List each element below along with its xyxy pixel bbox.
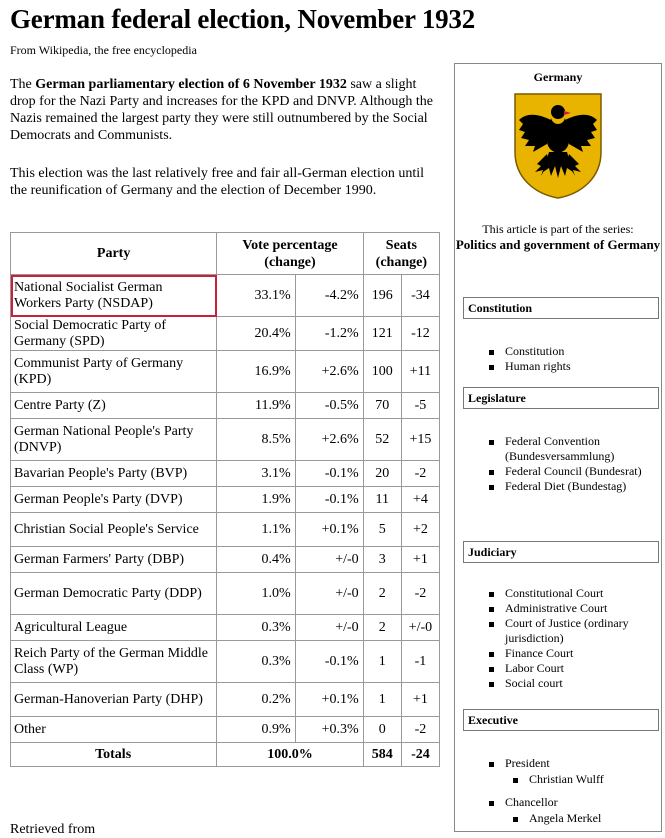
seats-cell: 20 — [363, 461, 401, 487]
vote-change-cell: +/-0 — [295, 573, 363, 615]
totals-row — [11, 743, 440, 767]
vote-change-cell: -0.1% — [295, 461, 363, 487]
section-link[interactable]: Constitution — [489, 344, 659, 359]
vote-pct-cell: 1.1% — [217, 513, 295, 547]
vote-pct-cell: 0.4% — [217, 547, 295, 573]
table-row — [11, 351, 440, 393]
vote-pct-cell: 16.9% — [217, 351, 295, 393]
party-cell[interactable]: Social Democratic Party of Germany (SPD) — [11, 317, 217, 351]
totals-label: Totals — [11, 743, 217, 767]
party-cell[interactable]: Agricultural League — [11, 615, 217, 641]
section-link[interactable]: Federal Convention (Bundesversammlung) — [489, 434, 659, 464]
results-body — [11, 275, 440, 767]
seats-change-cell: +/-0 — [401, 615, 439, 641]
table-row — [11, 513, 440, 547]
vote-pct-cell: 8.5% — [217, 419, 295, 461]
section-list — [489, 344, 659, 374]
table-row — [11, 573, 440, 615]
seats-cell: 1 — [363, 641, 401, 683]
section-link[interactable]: Human rights — [489, 359, 659, 374]
party-cell[interactable]: Bavarian People's Party (BVP) — [11, 461, 217, 487]
seats-cell: 196 — [363, 275, 401, 317]
section-header-executive: Executive — [463, 709, 659, 731]
intro-text-rest: saw a slight drop for the Nazi Party and increases for the KPD and DNVP. Although the Nazis remained the largest party they were still outnumbered by the Social Democrats and Communists. — [10, 77, 434, 143]
section-list — [489, 434, 659, 494]
section-link[interactable]: Social court — [489, 676, 659, 691]
party-cell[interactable]: German Farmers' Party (DBP) — [11, 547, 217, 573]
seats-change-cell: -5 — [401, 393, 439, 419]
seats-cell: 1 — [363, 683, 401, 717]
party-cell[interactable]: Other — [11, 717, 217, 743]
party-cell[interactable]: German-Hanoverian Party (DHP) — [11, 683, 217, 717]
vote-change-cell: +/-0 — [295, 547, 363, 573]
seats-change-cell: +1 — [401, 683, 439, 717]
section-link[interactable]: Administrative Court — [489, 601, 659, 616]
table-row — [11, 547, 440, 573]
party-cell[interactable]: Communist Party of Germany (KPD) — [11, 351, 217, 393]
party-cell[interactable]: German People's Party (DVP) — [11, 487, 217, 513]
vote-pct-cell: 0.9% — [217, 717, 295, 743]
seats-change-cell: +15 — [401, 419, 439, 461]
seats-cell: 11 — [363, 487, 401, 513]
vote-pct-cell: 33.1% — [217, 275, 295, 317]
seats-change-cell: +2 — [401, 513, 439, 547]
vote-change-cell: -0.1% — [295, 641, 363, 683]
seats-change-cell: -34 — [401, 275, 439, 317]
seats-change-cell: -12 — [401, 317, 439, 351]
section-list — [489, 756, 659, 827]
intro-paragraph — [10, 76, 440, 144]
table-row — [11, 317, 440, 351]
vote-change-cell: -0.5% — [295, 393, 363, 419]
infobox-title: Germany — [533, 70, 583, 84]
party-cell[interactable]: German Democratic Party (DDP) — [11, 573, 217, 615]
table-row — [11, 717, 440, 743]
vote-pct-cell: 1.0% — [217, 573, 295, 615]
page-title: German federal election, November 1932 — [10, 4, 476, 34]
coat-of-arms-eagle-icon — [511, 90, 605, 200]
party-cell[interactable]: Centre Party (Z) — [11, 393, 217, 419]
section-link[interactable]: President — [489, 756, 659, 771]
table-row — [11, 683, 440, 717]
section-list — [489, 586, 659, 691]
table-row — [11, 419, 440, 461]
vote-pct-cell: 3.1% — [217, 461, 295, 487]
seats-change-cell: +4 — [401, 487, 439, 513]
infobox — [454, 63, 662, 832]
seats-cell: 52 — [363, 419, 401, 461]
seats-cell: 5 — [363, 513, 401, 547]
seats-cell: 2 — [363, 573, 401, 615]
vote-pct-cell: 20.4% — [217, 317, 295, 351]
results-table — [10, 232, 440, 767]
section-link[interactable]: Chancellor — [489, 795, 659, 810]
totals-seats-change: -24 — [401, 743, 439, 767]
seats-cell: 3 — [363, 547, 401, 573]
section-link[interactable]: Federal Diet (Bundestag) — [489, 479, 659, 494]
table-row — [11, 461, 440, 487]
table-row — [11, 275, 440, 317]
retrieved-from-text: Retrieved from — [10, 822, 96, 837]
vote-pct-cell: 0.2% — [217, 683, 295, 717]
seats-change-cell: +1 — [401, 547, 439, 573]
vote-pct-cell: 0.3% — [217, 641, 295, 683]
section-header-legislature: Legislature — [463, 387, 659, 409]
vote-change-cell: +2.6% — [295, 419, 363, 461]
table-row — [11, 393, 440, 419]
seats-cell: 2 — [363, 615, 401, 641]
seats-cell: 100 — [363, 351, 401, 393]
totals-seats: 584 — [363, 743, 401, 767]
vote-change-cell: -4.2% — [295, 275, 363, 317]
seats-change-cell: -1 — [401, 641, 439, 683]
seats-change-cell: -2 — [401, 573, 439, 615]
table-row — [11, 487, 440, 513]
section-link[interactable]: Labor Court — [489, 661, 659, 676]
intro-bold-link[interactable]: German parliamentary election of 6 November 1932 — [35, 77, 347, 92]
second-paragraph: This election was the last relatively free and fair all-German election until the reunification of Germany and the election of December 1990. — [10, 166, 424, 198]
series-name[interactable]: Politics and government of Germany — [455, 237, 661, 252]
party-cell[interactable]: Reich Party of the German Middle Class (WP) — [11, 641, 217, 683]
party-cell[interactable]: German National People's Party (DNVP) — [11, 419, 217, 461]
vote-header: Vote percentage (change) — [217, 233, 363, 275]
section-link[interactable]: Christian Wulff — [489, 772, 659, 787]
seats-change-cell: -2 — [401, 461, 439, 487]
page-subtitle: From Wikipedia, the free encyclopedia — [10, 43, 197, 57]
party-header: Party — [11, 233, 217, 275]
section-link[interactable]: Finance Court — [489, 646, 659, 661]
vote-pct-cell: 1.9% — [217, 487, 295, 513]
vote-change-cell: +/-0 — [295, 615, 363, 641]
vote-change-cell: +0.1% — [295, 683, 363, 717]
series-note: This article is part of the series: — [482, 222, 634, 236]
section-header-judiciary: Judiciary — [463, 541, 659, 563]
seats-change-cell: -2 — [401, 717, 439, 743]
table-row — [11, 641, 440, 683]
vote-change-cell: +0.3% — [295, 717, 363, 743]
section-link[interactable]: Federal Council (Bundesrat) — [489, 464, 659, 479]
table-row — [11, 615, 440, 641]
seats-change-cell: +11 — [401, 351, 439, 393]
vote-change-cell: -1.2% — [295, 317, 363, 351]
section-link[interactable]: Court of Justice (ordinary jurisdiction) — [489, 616, 659, 646]
vote-pct-cell: 0.3% — [217, 615, 295, 641]
vote-pct-cell: 11.9% — [217, 393, 295, 419]
vote-change-cell: +2.6% — [295, 351, 363, 393]
seats-header: Seats (change) — [363, 233, 439, 275]
party-cell[interactable]: Christian Social People's Service — [11, 513, 217, 547]
section-header-constitution: Constitution — [463, 297, 659, 319]
section-link[interactable]: Constitutional Court — [489, 586, 659, 601]
totals-pct: 100.0% — [217, 743, 363, 767]
intro-text: The — [10, 77, 36, 92]
section-link[interactable]: Angela Merkel — [489, 811, 659, 826]
vote-change-cell: +0.1% — [295, 513, 363, 547]
seats-cell: 70 — [363, 393, 401, 419]
seats-cell: 0 — [363, 717, 401, 743]
vote-change-cell: -0.1% — [295, 487, 363, 513]
seats-cell: 121 — [363, 317, 401, 351]
party-cell[interactable]: National Socialist German Workers Party (NSDAP) — [11, 275, 217, 317]
